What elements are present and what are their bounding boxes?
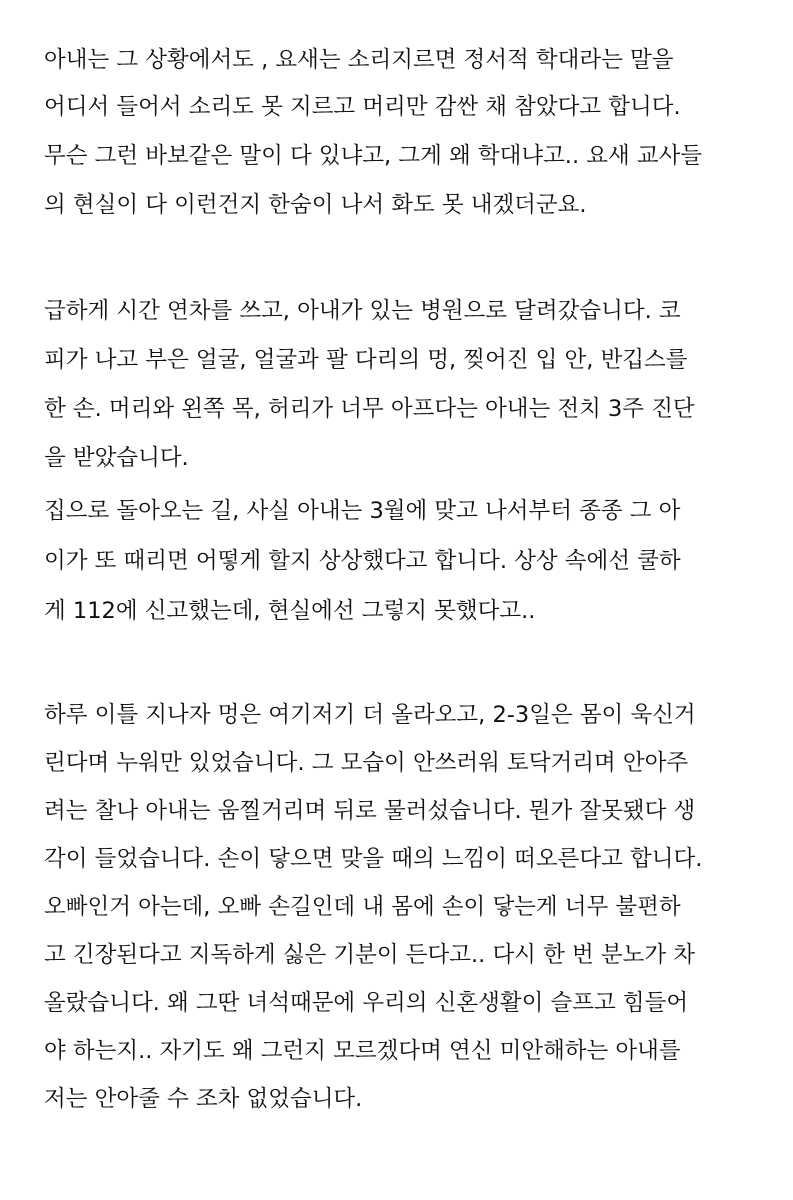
text-line: 피가 나고 부은 얼굴, 얼굴과 팔 다리의 멍, 찢어진 입 안, 반깁스를 — [44, 347, 688, 373]
text-line: 어디서 들어서 소리도 못 지르고 머리만 감싼 채 참았다고 합니다. — [44, 94, 681, 120]
text-line: 고 긴장된다고 지독하게 싫은 기분이 든다고.. 다시 한 번 분노가 차 — [44, 942, 695, 968]
text-line: 게 112에 신고했는데, 현실에선 그렇지 못했다고.. — [44, 598, 536, 624]
text-line: 무슨 그런 바보같은 말이 다 있냐고, 그게 왜 학대냐고.. 요새 교사들 — [44, 143, 703, 169]
text-line: 오빠인거 아는데, 오빠 손길인데 내 몸에 손이 닿는게 너무 불편하 — [44, 894, 681, 920]
text-line: 린다며 누워만 있었습니다. 그 모습이 안쓰러워 토닥거리며 안아주 — [44, 750, 689, 776]
text-line: 을 받았습니다. — [44, 445, 189, 471]
text-line: 이가 또 때리면 어떻게 할지 상상했다고 합니다. 상상 속에선 쿨하 — [44, 548, 681, 574]
text-line: 올랐습니다. 왜 그딴 녀석때문에 우리의 신혼생활이 슬프고 힘들어 — [44, 990, 689, 1016]
text-line: 각이 들었습니다. 손이 닿으면 맞을 때의 느낌이 떠오른다고 합니다. — [44, 846, 703, 872]
text-line: 야 하는지.. 자기도 왜 그런지 모르겠다며 연신 미안해하는 아내를 — [44, 1038, 681, 1064]
text-line: 의 현실이 다 이런건지 한숨이 나서 화도 못 내겠더군요. — [44, 192, 587, 218]
text-line: 저는 안아줄 수 조차 없었습니다. — [44, 1086, 363, 1112]
text-line: 하루 이틀 지나자 멍은 여기저기 더 올라오고, 2-3일은 몸이 욱신거 — [44, 702, 696, 728]
text-line: 급하게 시간 연차를 쓰고, 아내가 있는 병원으로 달려갔습니다. 코 — [44, 298, 681, 324]
text-line: 집으로 돌아오는 길, 사실 아내는 3월에 맞고 나서부터 종종 그 아 — [44, 498, 681, 524]
text-line: 한 손. 머리와 왼쪽 목, 허리가 너무 아프다는 아내는 전치 3주 진단 — [44, 396, 695, 422]
text-line: 아내는 그 상황에서도 , 요새는 소리지르면 정서적 학대라는 말을 — [44, 47, 674, 73]
text-line: 려는 찰나 아내는 움찔거리며 뒤로 물러섰습니다. 뭔가 잘못됐다 생 — [44, 798, 696, 824]
